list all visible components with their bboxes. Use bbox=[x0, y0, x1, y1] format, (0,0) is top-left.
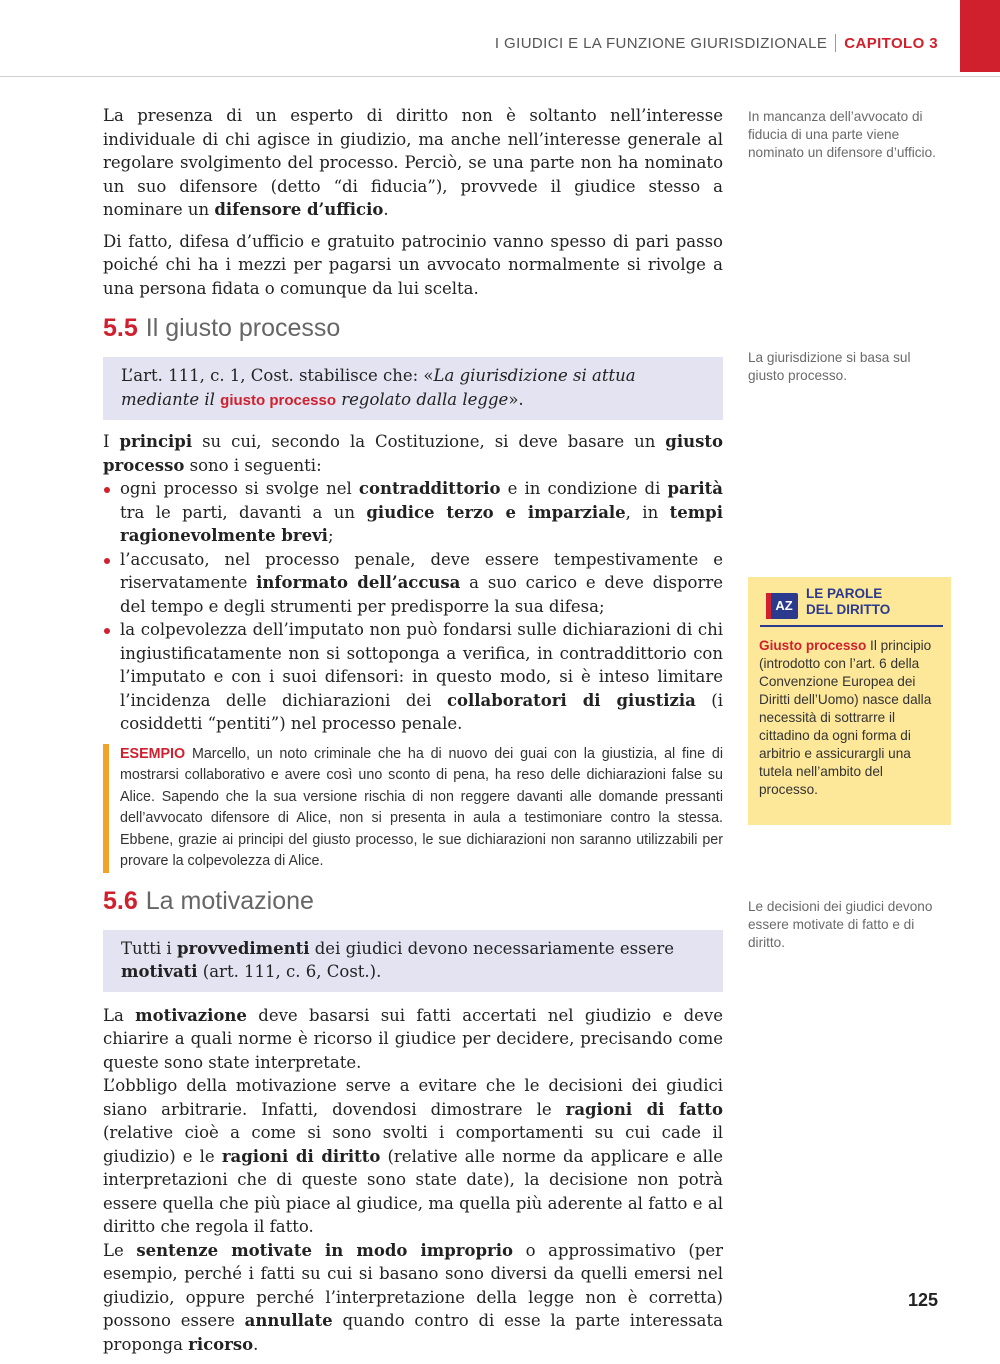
text-run: Tutti i bbox=[121, 938, 177, 958]
text-run: (art. 111, c. 6, Cost.). bbox=[197, 962, 382, 981]
chapter-tab bbox=[960, 0, 1000, 72]
bold-term: collaboratori di giustizia bbox=[446, 690, 696, 710]
main-column bbox=[103, 104, 723, 1364]
bold-term: ragioni di diritto bbox=[221, 1146, 381, 1166]
motivazione-paragraph-2 bbox=[103, 1074, 723, 1239]
text-run: ogni processo si svolge nel bbox=[120, 479, 359, 498]
glossary-definition: Il principio (introdotto con l’art. 6 della Convenzione Europea dei Diritti dell’Uomo) nasce dalla necessità di sottrarre il cittadino da ogni forma di arbitrio e assicurargli una tutela nell’ambito del processo. bbox=[759, 638, 932, 797]
text-run: a suo carico e deve disporre del tempo e degli strumenti per predisporre la sua difesa; bbox=[120, 573, 723, 616]
header-chapter: CAPITOLO 3 bbox=[844, 35, 938, 52]
italic-run: regolato dalla legge bbox=[336, 389, 509, 409]
text-run: La bbox=[103, 1005, 136, 1025]
text-run: , in bbox=[625, 502, 670, 522]
text-run: su cui, secondo la Costituzione, si deve basare un bbox=[192, 432, 666, 451]
text-run: L’obbligo della motivazione serve a evitare che le decisioni dei giudici siano arbitrarie. Infatti, dovendosi dimostrare le bbox=[103, 1076, 723, 1119]
list-item bbox=[103, 548, 723, 619]
section-number: 5.5 bbox=[103, 314, 138, 342]
bullet-dot bbox=[104, 487, 110, 493]
example-label: ESEMPIO bbox=[120, 745, 186, 762]
bold-term: motivati bbox=[121, 962, 198, 981]
badge-text: AZ bbox=[775, 598, 793, 613]
glossary-header bbox=[760, 585, 943, 627]
example-text: Marcello, un noto criminale che ha di nuovo dei guai con la giustizia, al fine di mostrarsi collaborativo e avere così uno sconto di pena, ha reso delle dichiarazioni false su Alice. Sapendo che la sua versione rischia di non reggere davanti alle domande pressanti dell’avvocato difensore di Alice, non si presenta in aula a testimoniare contro la stessa. Ebbene, grazie ai principi del giusto processo, le sue dichiarazioni non saranno utilizzabili per provare la colpevolezza di Alice. bbox=[120, 745, 723, 869]
sidenote-difensore: In mancanza dell’avvocato di fiducia di una parte viene nominato un difensore d’ufficio. bbox=[748, 109, 936, 160]
bold-term: provvedimenti bbox=[176, 938, 310, 958]
bold-term: contraddittorio bbox=[358, 479, 501, 498]
header-text bbox=[495, 34, 938, 52]
text-run: la colpevolezza dell’imputato non può fondarsi sulle dichiarazioni di chi ingiustificatamente non si sottoponga a verifica, in contraddittorio con l’imputato e con i suoi difensori: in questo modo, si è inteso limitare l’incidenza delle dichiarazioni dei bbox=[120, 620, 723, 710]
header-title: I GIUDICI E LA FUNZIONE GIURISDIZIONALE bbox=[494, 35, 828, 52]
text-run: ; bbox=[327, 526, 334, 545]
bullet-dot bbox=[104, 628, 110, 634]
running-header bbox=[0, 0, 1000, 77]
title-line: DEL DIRITTO bbox=[806, 602, 891, 617]
text-run: (relative alle norme da applicare e alle interpretazioni che di queste sono state date), la decisione non potrà essere quella che più piace al giudice, ma quella più aderente al fatto e al diritto che regola il fatto. bbox=[103, 1146, 723, 1236]
text-run: Le bbox=[103, 1240, 137, 1260]
bold-term: giusto processo bbox=[103, 432, 724, 475]
section-title: Il giusto processo bbox=[145, 314, 341, 342]
bold-term: sentenze motivate in modo improprio bbox=[136, 1240, 513, 1260]
text-run: I bbox=[103, 432, 120, 451]
sidenote-motivazione: Le decisioni dei giudici devono essere motivate di fatto e di diritto. bbox=[748, 899, 933, 950]
glossary-term: Giusto processo bbox=[759, 638, 867, 653]
page-number: 125 bbox=[907, 1290, 938, 1310]
glossary-title bbox=[806, 586, 890, 618]
motivazione-paragraph-3 bbox=[103, 1239, 723, 1357]
bold-term: tempi ragionevolmente brevi bbox=[120, 502, 723, 545]
text-run: sono i seguenti: bbox=[184, 455, 322, 475]
text-run: (relative cioè a come si sono svolti i comportamenti su cui cade il giudizio) e le bbox=[103, 1123, 723, 1166]
list-item bbox=[103, 618, 723, 736]
bold-term: informato dell’accusa bbox=[256, 573, 461, 592]
glossary-entry bbox=[759, 637, 945, 799]
text-run: tra le parti, davanti a un bbox=[120, 502, 367, 522]
text-run: e in condizione di bbox=[500, 479, 668, 498]
bold-term: difensore d’ufficio bbox=[214, 200, 384, 219]
highlight-box-art-111 bbox=[103, 357, 723, 420]
bold-term: parità bbox=[667, 479, 723, 498]
intro-paragraph-1 bbox=[103, 104, 723, 222]
text-run: L’art. 111, c. 1, Cost. stabilisce che: « bbox=[121, 366, 434, 385]
text-run: (i cosiddetti “pentiti”) nel processo penale. bbox=[120, 690, 723, 733]
red-term: giusto processo bbox=[220, 391, 337, 409]
motivazione-paragraph-1 bbox=[103, 1004, 723, 1075]
principles-lead bbox=[103, 430, 723, 477]
bold-term: motivazione bbox=[135, 1005, 247, 1025]
text-run: quando contro di esse la parte interessata proponga bbox=[103, 1311, 723, 1354]
section-title: La motivazione bbox=[145, 886, 314, 915]
header-separator bbox=[835, 34, 836, 52]
bold-term: ragioni di fatto bbox=[565, 1099, 723, 1119]
sidenote-giusto-processo: La giurisdizione si basa sul giusto processo. bbox=[748, 350, 911, 383]
section-heading-5-5 bbox=[103, 314, 723, 343]
highlight-box-motivazione bbox=[103, 930, 723, 992]
section-number: 5.6 bbox=[103, 886, 138, 915]
example-box bbox=[103, 744, 723, 873]
bold-term: giudice terzo e imparziale bbox=[366, 502, 626, 522]
text-run: ». bbox=[508, 389, 524, 409]
italic-run: La giurisdizione si attua mediante il bbox=[121, 366, 636, 409]
principles-list bbox=[103, 477, 723, 736]
text-run: . bbox=[253, 1334, 259, 1354]
section-heading-5-6 bbox=[103, 887, 723, 916]
text-run: . bbox=[383, 200, 389, 219]
glossary-box bbox=[748, 577, 951, 825]
text-run: dei giudici devono necessariamente essere bbox=[309, 938, 675, 958]
text-run: l’accusato, nel processo penale, deve essere tempestivamente e riservatamente bbox=[120, 549, 723, 592]
az-badge-icon bbox=[766, 593, 798, 619]
bold-term: ricorso bbox=[188, 1334, 254, 1354]
intro-paragraph-2: Di fatto, difesa d’ufficio e gratuito patrocinio vanno spesso di pari passo poiché chi ha i mezzi per pagarsi un avvocato normalmente si rivolge a una persona fidata o comunque da lui scelta. bbox=[103, 231, 723, 298]
bold-term: principi bbox=[119, 432, 193, 451]
bold-term: annullate bbox=[244, 1311, 333, 1330]
bullet-dot bbox=[104, 558, 110, 564]
text-run: deve basarsi sui fatti accertati nel giudizio e deve chiarire a quali norme è ricorso il giudice per decidere, precisando come queste sono state interpretate. bbox=[103, 1005, 723, 1072]
text-run: o approssimativo (per esempio, perché i fatti su cui si basano sono diversi da quelli emersi nel giudizio, oppure perché l’interpretazione della legge non è corretta) possono essere bbox=[103, 1240, 724, 1330]
list-item bbox=[103, 477, 723, 548]
title-line: LE PAROLE bbox=[806, 586, 883, 601]
text-run: La presenza di un esperto di diritto non è soltanto nell’interesse individuale di chi agisce in giudizio, ma anche nell’interesse generale al regolare svolgimento del processo. Perciò, se una parte non ha nominato un suo difensore (detto “di fiducia”), provvede il giudice stesso a nominare un bbox=[103, 106, 723, 219]
